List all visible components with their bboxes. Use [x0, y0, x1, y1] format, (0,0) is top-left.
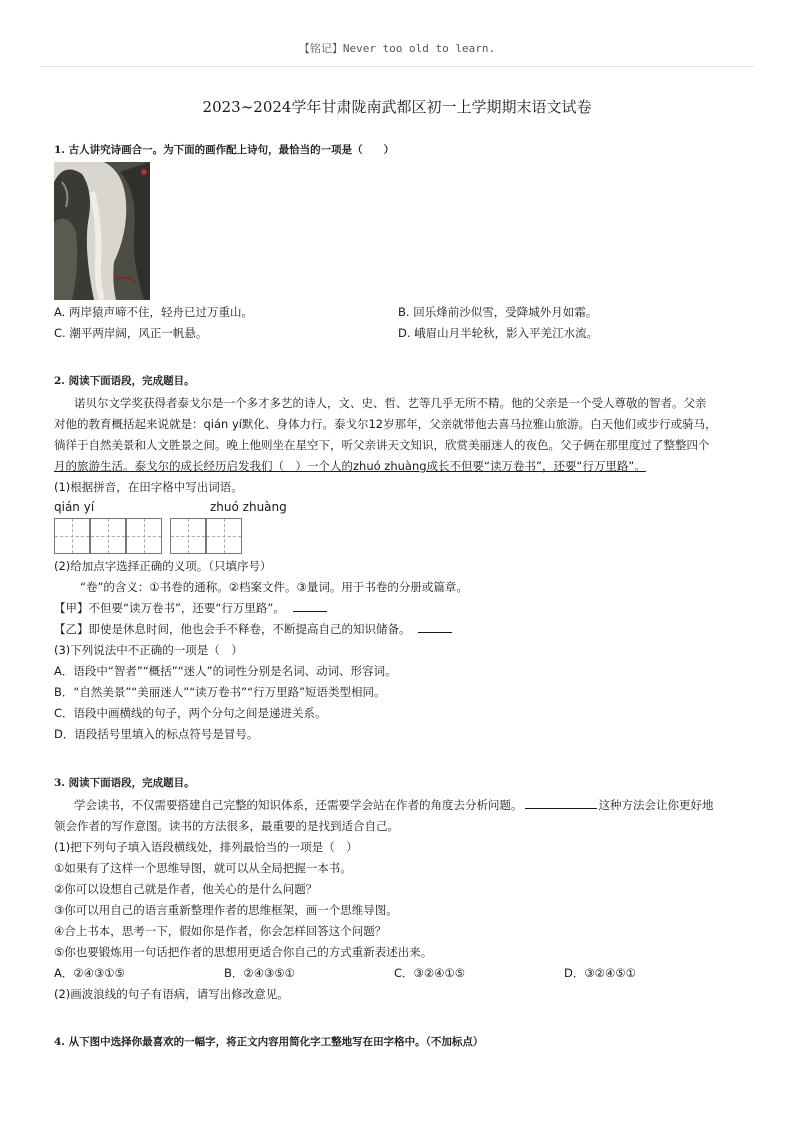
q3-option-b[interactable]: B．②④③⑤①	[224, 966, 295, 980]
q3-paragraph-line-2: 领会作者的写作意图。读书的方法很多，最重要的是找到适合自己。	[54, 819, 399, 833]
q3-sentence-1: ①如果有了这样一个思维导图，就可以从全局把握一本书。	[54, 861, 352, 875]
q2-paragraph-line-1: 诺贝尔文学奖获得者泰戈尔是一个多才多艺的诗人，文、史、哲、艺等几乎无所不精。他的父亲是一个受人尊敬的智者。父亲	[74, 396, 707, 410]
q3-option-d[interactable]: D．③②④⑤①	[564, 966, 636, 980]
q2-stem: 2. 阅读下面语段，完成题目。	[54, 375, 195, 387]
q3-sentence-5: ⑤你也要锻炼用一句话把作者的思想用更适合你自己的方式重新表述出来。	[54, 945, 433, 959]
q2-sentence-jia: 【甲】不但要“读万卷书”，还要“行万里路”。	[54, 600, 327, 616]
q2-option-a[interactable]: A．语段中“智者”“概括”“迷人”的词性分别是名词、动词、形容词。	[54, 664, 397, 678]
answer-blank-q3[interactable]	[525, 797, 597, 809]
q3-sub2-prompt: (2)画波浪线的句子有语病，请写出修改意见。	[54, 987, 289, 1001]
q4-stem: 4. 从下图中选择你最喜欢的一幅字，将正文内容用简化字工整地写在田字格中。（不加标点）	[54, 1036, 484, 1048]
q2-paragraph-line-3: 徜徉于自然美景和人文胜景之间。晚上他则坐在星空下，听父亲讲天文知识，欣赏美丽迷人的夜色。父子俩在那里度过了整整四个	[54, 438, 710, 452]
page-header-motto: 【铭记】Never too old to learn.	[298, 42, 496, 55]
answer-blank-yi[interactable]	[418, 621, 452, 633]
q2-paragraph-line-4: 月的旅游生活。泰戈尔的成长经历启发我们（ ）一个人的zhuó zhuàng成长不但要“读万卷书”，还要“行万里路”。	[54, 459, 646, 473]
q2-sub1-prompt: (1)根据拼音，在田字格中写出词语。	[54, 480, 243, 494]
q2-paragraph-line-2: 对他的教育概括起来说就是：qián yí默化、身体力行。泰戈尔12岁那年，父亲就带他去喜马拉雅山旅游。白天他们或步行或骑马，	[54, 417, 717, 431]
q2-option-b[interactable]: B．“自然美景”“美丽迷人”“读万卷书”“行万里路”短语类型相同。	[54, 685, 386, 699]
q3-stem: 3. 阅读下面语段，完成题目。	[54, 777, 195, 789]
q3-option-c[interactable]: C．③②④①⑤	[394, 966, 466, 980]
q3-sentence-3: ③你可以用自己的语言重新整理作者的思维框架，画一个思维导图。	[54, 903, 398, 917]
q2-meaning-definition: “卷”的含义：①书卷的通称。②档案文件。③量词。用于书卷的分册或篇章。	[80, 580, 468, 594]
q1-option-a[interactable]: A. 两岸猿声啼不住，轻舟已过万重山。	[54, 305, 253, 319]
q1-option-d[interactable]: D. 峨眉山月半轮秋，影入平羌江水流。	[398, 326, 599, 340]
pinyin-label-1: qián yí	[54, 500, 95, 514]
q3-paragraph-line-1: 学会读书，不仅需要搭建自己完整的知识体系，还需要学会站在作者的角度去分析问题。 这种方法会让你更好地	[74, 798, 714, 812]
q3-sub1-prompt: (1)把下列句子填入语段横线处，排列最恰当的一项是（ ）	[54, 840, 358, 854]
q2-option-d[interactable]: D．语段括号里填入的标点符号是冒号。	[54, 727, 259, 741]
q2-sentence-yi: 【乙】即使是休息时间，他也会手不释卷，不断提高自己的知识储备。	[54, 621, 452, 637]
q3-option-a[interactable]: A．②④③①⑤	[54, 966, 125, 980]
q3-sentence-4: ④合上书本，思考一下，假如你是作者，你会怎样回答这个问题？	[54, 924, 387, 938]
q1-stem: 1. 古人讲究诗画合一。为下面的画作配上诗句，最恰当的一项是（ ）	[54, 144, 395, 156]
answer-blank-jia[interactable]	[293, 600, 327, 612]
pinyin-label-2: zhuó zhuàng	[210, 500, 287, 514]
page-title: 2023~2024学年甘肃陇南武都区初一上学期期末语文试卷	[202, 98, 592, 116]
q2-sub3-prompt: (3)下列说法中不正确的一项是（ ）	[54, 643, 243, 657]
q2-sub2-prompt: (2)给加点字选择正确的义项。（只填序号）	[54, 559, 272, 573]
landscape-painting-icon	[54, 162, 150, 300]
q1-option-c[interactable]: C. 潮平两岸阔，风正一帆悬。	[54, 326, 208, 340]
q2-option-c[interactable]: C．语段中画横线的句子，两个分句之间是递进关系。	[54, 706, 327, 720]
q1-option-b[interactable]: B. 回乐烽前沙似雪，受降城外月如霜。	[398, 305, 598, 319]
header-divider	[40, 66, 754, 67]
q3-sentence-2: ②你可以设想自己就是作者，他关心的是什么问题？	[54, 882, 318, 896]
